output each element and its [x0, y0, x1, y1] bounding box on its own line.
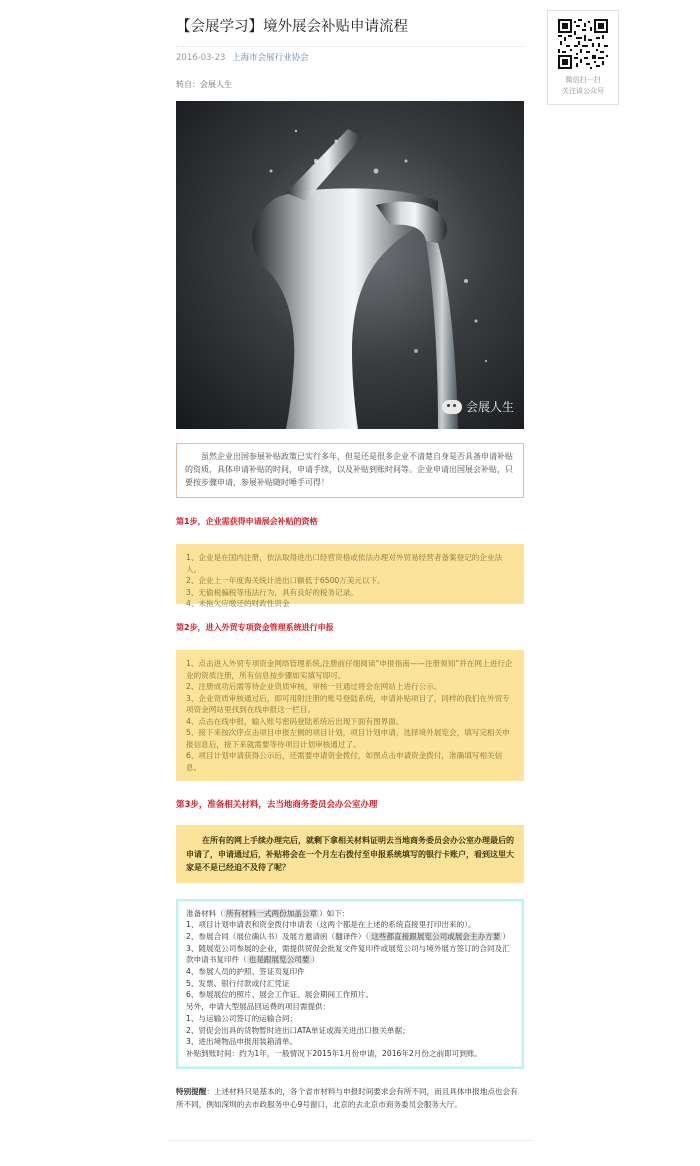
list-item: 4、参展人员的护照、签证页复印件 — [186, 967, 305, 977]
list-item: 2、注册成功后需等待企业资质审核，审核一旦通过将会在网站上进行公示。 — [186, 682, 442, 691]
faucet-image — [176, 101, 524, 429]
article-meta — [176, 46, 524, 65]
list-item: 6、参展展位的照片、展会工作证、展会期间工作照片。 — [186, 990, 374, 1000]
materials-box — [176, 899, 524, 1069]
list-item: 5、发票、银行付款或付汇凭证 — [186, 978, 290, 988]
list-item: 3、企业资质审核通过后，即可用附注册的账号登陆系统，申请补贴项目了，同样的我们在外贸专项资金网站里找到在线申报这一栏目。 — [186, 693, 510, 714]
list-item: 1、与运输公司签订的运输合同； — [186, 1013, 298, 1023]
list-item: 6、项目计划申请获得公示后，还需要申请资金拨付，如图点击申请资金拨付，准确填写相关信息。 — [186, 751, 503, 772]
step1-requirements — [176, 544, 524, 608]
list-item: 5、接下来按次序点击项目申报左侧的项目计划，项目计划申请，选择境外展览会，填写完相关申报信息后，接下来就需要等待项目计划审核通过了。 — [186, 728, 510, 749]
step2-instructions — [176, 650, 524, 781]
list-item: 2、参展合同（展位确认书）及展方邀请函（翻译件）（ 这些都直接跟展览公司或展会主办方要 ） — [186, 931, 510, 941]
list-item: 1、点击进入外贸专项资金网络管理系统,注册前仔细阅读“申报指南——注册须知”并在网上进行企业的资质注册，所有信息按步骤如实填写即可。 — [186, 659, 513, 680]
article-title: 【会展学习】境外展会补贴申请流程 — [176, 19, 408, 35]
list-item: 1、企业是在国内注册，依法取得进出口经营资格或依法办理对外贸易经营者备案登记的企业法人。 — [186, 553, 503, 574]
list-item: 补贴到账时间：约为1年，一般情况下2015年1月份申请，2016年2月份之前即可到账。 — [186, 1048, 483, 1058]
image-watermark: 会展人生 — [442, 398, 514, 415]
wechat-icon — [442, 400, 462, 414]
list-item: 1、项目计划申请表和资金拨付申请表（这两个都是在上述的系统直接里打印出来的）。 — [186, 920, 476, 930]
account-link[interactable]: 上海市会展行业协会 — [232, 53, 309, 63]
list-item: 3、进出境物品申报用装箱清单。 — [186, 1037, 298, 1047]
list-item: 4、点击在线申报，输入账号密码登陆系统后出现下面有图界面。 — [186, 716, 404, 726]
list-item: 4、未拖欠应缴还的财政性资金 — [186, 599, 290, 608]
note-label: 特别提醒 — [176, 1086, 207, 1096]
step1-heading: 第1步，企业需获得申请展会补贴的资格 — [176, 517, 318, 526]
list-item: 2、贸促会出具的货物暂时进出口ATA单证或海关进出口报关单据； — [186, 1025, 410, 1035]
list-item: 3、无偷税骗税等违法行为，具有良好的税务记录。 — [186, 587, 358, 597]
step3-notice: 在所有的网上手续办理完后，就剩下拿相关材料证明去当地商务委员会办公室办理最后的申请了，申请通过后，补贴将会在一个月左右拨付至申报系统填写的银行卡账户，看到这里大家是不是已经迫不及待了呢？ — [176, 825, 524, 883]
highlight: 所有材料一式两份加盖公章 — [225, 908, 318, 918]
list-item: 2、企业上一年度海关统计进出口额低于6500万美元以下。 — [186, 576, 385, 585]
list-item: 3、随展览公司参展的企业，需提供贸促会批复文件复印件或展览公司与境外展方签订的合同及汇款申请书复印件（ 也是跟展览公司要 ） — [186, 943, 510, 965]
qr-card — [547, 10, 619, 105]
step3-heading: 第3步，准备相关材料，去当地商务委员会办公室办理 — [176, 800, 378, 810]
highlight: 也是跟展览公司要 — [248, 955, 310, 965]
repost-source: 转自：会展人生 — [176, 80, 232, 89]
article — [176, 16, 524, 1111]
article-footer-divider — [168, 1140, 532, 1141]
publish-date: 2016-03-23 — [176, 53, 226, 63]
materials-intro: 准备材料（ 所有材料一式两份加盖公章 ）如下： — [186, 908, 350, 918]
list-item: 另外，申请大型展品回运费的项目需提供： — [186, 1002, 331, 1012]
step2-heading: 第2步，进入外贸专项资金管理系统进行申报 — [176, 623, 334, 632]
qr-code-icon — [558, 19, 608, 69]
qr-caption: 微信扫一扫 关注该公众号 — [562, 76, 604, 95]
intro-box: 虽然企业出国参展补贴政策已实行多年，但是还是很多企业不清楚自身是否具备申请补贴的资质，具体申请补贴的时间，申请手续，以及补贴到账时间等。企业申请出国展会补贴，只要按步骤申请，参展补贴随时唾手可得！ — [176, 443, 524, 498]
highlight: 这些都直接跟展览公司或展会主办方要 — [371, 931, 501, 941]
special-note: 特别提醒：上述材料只是基本的，各个省市材料与申报时间要求会有所不同，而且具体申报地点也会有所不同，例如深圳的去市政服务中心9号窗口，北京的去北京市商务委员会服务大厅。 — [176, 1086, 518, 1109]
